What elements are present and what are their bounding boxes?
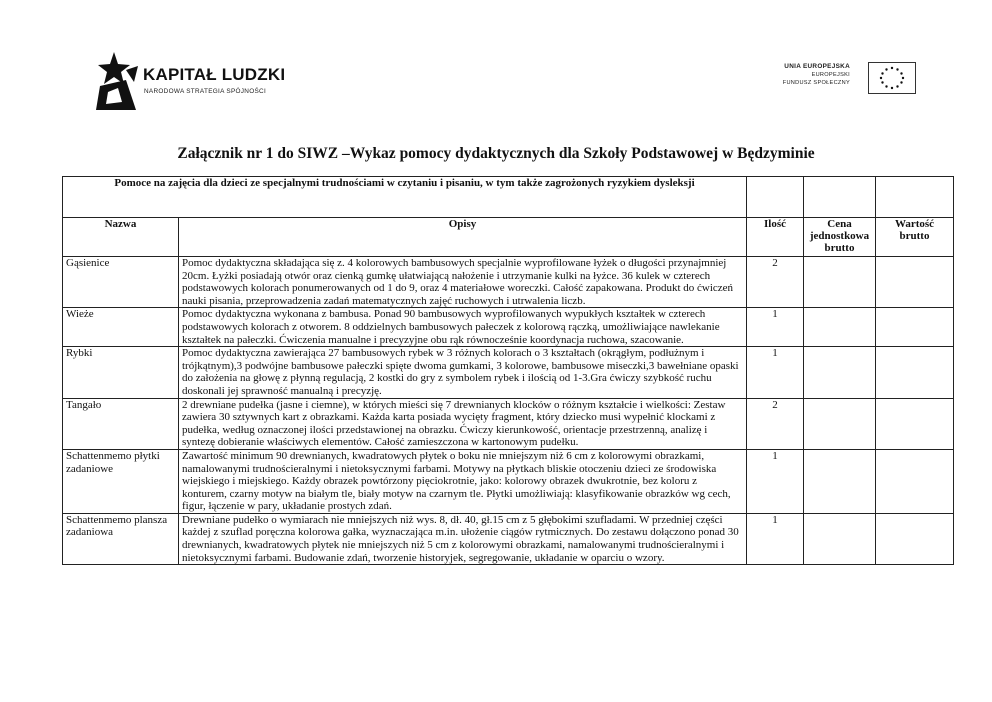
- item-total-value: [876, 347, 954, 398]
- eu-logo: [760, 62, 920, 102]
- item-unit-price: [804, 347, 876, 398]
- item-name: Tangało: [63, 398, 179, 449]
- item-unit-price: [804, 449, 876, 513]
- table-row: [63, 347, 954, 398]
- kapital-ludzki-title: KAPITAŁ LUDZKI: [143, 65, 286, 84]
- item-description: 2 drewniane pudełka (jasne i ciemne), w których mieści się 7 drewnianych klocków o różnym kształcie i wielkości: Zestaw zawiera 30 sztywnych kart z obrazkami. Każda karta posiada wycięty fragment, który dziecko musi wypełnić klockami z pudełka, według oznaczonej ilości przedstawionej na obrazku. Ćwiczy kierunkowość, orientacje przestrzenną, analizę i syntezę dobieranie właściwych elementów. Całość zamieszczona w kartonowym pudełku.: [179, 398, 747, 449]
- item-quantity: 1: [747, 513, 804, 564]
- item-description: Zawartość minimum 90 drewnianych, kwadratowych płytek o boku nie mniejszym niż 6 cm z kolorowymi obrazkami, namalowanymi trudnościeralnymi i nietoksycznymi farbami. Motywy na płytkach bliskie otoczeniu dzieci ze środowiska wiejskiego i miejskiego. Każdy obrazek powtórzony pięciokrotnie, jako: kolorowy obrazek dwukrotnie, bez koloru z konturem, czarny motyw na białym tle, biały motyw na czarnym tle. Płytki umożliwiają: klasyfikowanie obrazków wg cech, figur, łączenie w pary, układanie prostych zdań.: [179, 449, 747, 513]
- table-row: [63, 257, 954, 308]
- item-name: Schattenmemo plansza zadaniowa: [63, 513, 179, 564]
- table-row: [63, 308, 954, 347]
- section-row: [63, 177, 954, 218]
- item-quantity: 2: [747, 257, 804, 308]
- item-quantity: 2: [747, 398, 804, 449]
- item-total-value: [876, 513, 954, 564]
- column-header-price: Cena jednostkowa brutto: [804, 218, 876, 257]
- item-quantity: 1: [747, 449, 804, 513]
- teaching-aids-table: [62, 176, 954, 565]
- section-title: Pomoce na zajęcia dla dzieci ze specjalnymi trudnościami w czytaniu i pisaniu, w tym także zagrożonych ryzykiem dysleksji: [63, 177, 747, 218]
- item-total-value: [876, 449, 954, 513]
- eu-logo-line3: FUNDUSZ SPOŁECZNY: [782, 80, 850, 86]
- item-quantity: 1: [747, 347, 804, 398]
- empty-cell: [747, 177, 804, 218]
- item-description: Pomoc dydaktyczna zawierająca 27 bambusowych rybek w 3 różnych kolorach o 3 kształtach (okrągłym, podłużnym i trójkątnym),3 podwójne bambusowe pałeczki spięte dwoma gumkami, 3 kolorowe, bambusowe miseczki,3 bawełniane opaski do założenia na głowę z płynną regulacją, 2 kostki do gry z symbolem rybek i ilością od 1-3.Gra ćwiczy szybkość ruchu doskonali jej sprawność manualną i precyzję.: [179, 347, 747, 398]
- empty-cell: [876, 177, 954, 218]
- document-title: Załącznik nr 1 do SIWZ –Wykaz pomocy dydaktycznych dla Szkoły Podstawowej w Będzyminie: [177, 145, 815, 162]
- item-total-value: [876, 398, 954, 449]
- item-description: Pomoc dydaktyczna składająca się z. 4 kolorowych bambusowych specjalnie wyprofilowane łyżek o długości przynajmniej 20cm. Łyżki posiadają otwór oraz cienką gumkę ułatwiającą nałożenie i utrzymanie kulki na łyżce. 36 kulek w czterech podstawowych kolorach ponumerowanych od 1 do 9, oraz 4 materiałowe woreczki. Całość zapakowana. Produkt do ćwiczeń nauki pisania, przeprowadzenia zadań matematycznych zajęć ruchowych i utrwalenia liczb.: [179, 257, 747, 308]
- item-description: Drewniane pudełko o wymiarach nie mniejszych niż wys. 8, dł. 40, gł.15 cm z 5 głębokimi szufladami. W przedniej części każdej z szuflad poręczna kolorowa gałka, wyznaczająca m.in. ułożenie ciągów rytmicznych. Do zestawu dołączono ponad 30 drewnianych, kwadratowych płytek nie mniejszych niż 5 cm z kolorowymi obrazkami, namalowanymi trudnościeralnymi i nietoksycznymi farbami. Budowanie zdań, tworzenie historyjek, segregowanie, układanie w oparciu o wzory.: [179, 513, 747, 564]
- item-unit-price: [804, 513, 876, 564]
- table-row: [63, 449, 954, 513]
- kapital-ludzki-subtitle: NARODOWA STRATEGIA SPÓJNOŚCI: [144, 88, 267, 95]
- table-row: [63, 398, 954, 449]
- empty-cell: [804, 177, 876, 218]
- item-unit-price: [804, 257, 876, 308]
- item-name: Wieże: [63, 308, 179, 347]
- header-row: [63, 218, 954, 257]
- item-total-value: [876, 257, 954, 308]
- table-row: [63, 513, 954, 564]
- column-header-qty: Ilość: [747, 218, 804, 257]
- item-description: Pomoc dydaktyczna wykonana z bambusa. Ponad 90 bambusowych wyprofilowanych wypukłych kształtek w czterech podstawowych kolorach z otworem. 8 oddzielnych bambusowych pałeczek z kolorową rączką, umożliwiające nawlekanie kształtek na pałeczki. Ćwiczenia manualne i precyzyjne obu rąk równocześnie koordynacja ruchowa, szacowanie.: [179, 308, 747, 347]
- column-header-name: Nazwa: [63, 218, 179, 257]
- item-unit-price: [804, 308, 876, 347]
- kapital-ludzki-logo: [96, 52, 296, 112]
- column-header-desc: Opisy: [179, 218, 747, 257]
- eu-logo-line1: UNIA EUROPEJSKA: [784, 63, 850, 70]
- item-unit-price: [804, 398, 876, 449]
- item-name: Gąsienice: [63, 257, 179, 308]
- eu-logo-text: [783, 62, 850, 87]
- eu-flag-icon: [868, 62, 916, 94]
- kapital-ludzki-emblem-icon: [96, 52, 138, 112]
- eu-logo-line2: EUROPEJSKI: [811, 72, 850, 78]
- column-header-value: Wartość brutto: [876, 218, 954, 257]
- item-name: Rybki: [63, 347, 179, 398]
- item-name: Schattenmemo płytki zadaniowe: [63, 449, 179, 513]
- item-total-value: [876, 308, 954, 347]
- item-quantity: 1: [747, 308, 804, 347]
